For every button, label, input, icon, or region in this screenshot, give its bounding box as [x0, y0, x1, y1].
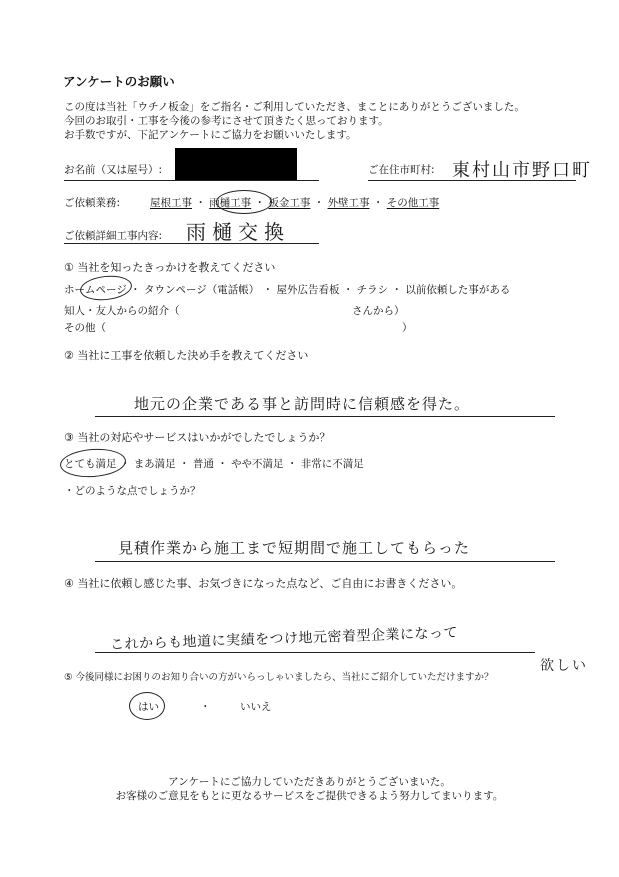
q3-answer-line: [95, 561, 555, 562]
q3-followup: ・どのような点でしょうか？: [64, 485, 201, 497]
q5-separator: ・: [200, 701, 211, 713]
thanks-line-2: お客様のご意見をもとに更なるサービスをご提供できるよう努力してまいります。: [115, 790, 504, 802]
homepage-circle-mark: [79, 273, 133, 302]
address-underline: [368, 180, 576, 181]
q4-answer-line: [95, 652, 535, 653]
service-other: その他工事: [386, 197, 440, 209]
service-exterior-wall: 外壁工事: [327, 197, 370, 209]
detail-label: ご依頼詳細工事内容:: [64, 230, 163, 242]
intro-line-3: お手数ですが、下記アンケートにご協力をお願いいたします。: [64, 129, 357, 141]
q1-other-suffix: ）: [402, 322, 413, 334]
q1-referral-suffix: さんから）: [352, 305, 405, 317]
q1-label: ① 当社を知ったきっかけを教えてください: [64, 261, 276, 274]
address-label: ご在住市町村:: [368, 164, 435, 176]
q3-options: とても満足 ・ まあ満足 ・ 普通 ・ やや不満足 ・ 非常に不満足: [64, 458, 364, 470]
page-title: アンケートのお願い: [63, 74, 175, 89]
service-options: 屋根工事 ・ 雨樋工事 ・ 板金工事 ・ 外壁工事 ・ その他工事: [150, 197, 440, 209]
q5-no: いいえ: [240, 701, 272, 713]
q3-label: ③ 当社の対応やサービスはいかがでしたでしょうか？: [64, 431, 331, 444]
q1-option-billboard: 屋外広告看板: [276, 284, 340, 296]
intro-line-2: 今回のお取引・工事を今後の参考にさせて頂きたく思っております。: [64, 115, 389, 127]
q3-option-very-dissatisfied: 非常に不満足: [300, 458, 364, 470]
q3-option-very-satisfied: とても満足: [64, 458, 117, 470]
thanks-line-1: アンケートにご協力していただきありがとうございまいた。: [168, 776, 451, 788]
q1-referral-prefix: 知人・友人からの紹介（: [64, 305, 180, 317]
q5-label: ⑤ 今後同様にお困りのお知り合いの方がいらっしゃいましたら、当社にご紹介していただけますか？: [64, 672, 494, 683]
address-value: 東村山市野口町: [452, 160, 592, 181]
q4-answer: これからも地道に実績をつけ地元密着型企業になって: [109, 624, 459, 654]
service-gutter: 雨樋工事: [209, 197, 252, 209]
q2-answer-line: [95, 416, 555, 417]
q2-label: ② 当社に工事を依頼した決め手を教えてください: [64, 349, 309, 362]
intro-line-1: この度は当社「ウチノ板金」をご指名・ご利用していただき、まことにありがとうございました。: [64, 101, 525, 113]
q3-option-dissatisfied: やや不満足: [231, 458, 284, 470]
q1-option-townpage: タウンページ（電話帳）: [143, 284, 260, 296]
q4-label: ④ 当社に依頼し感じた事、お気づきになった点など、ご自由にお書きください。: [64, 577, 463, 590]
gutter-circle-mark: [216, 190, 272, 214]
yes-circle-mark: [129, 692, 165, 720]
q5-yes: はい: [138, 701, 159, 713]
q3-answer: 見積作業から施工まで短期間で施工してもらった: [118, 539, 471, 557]
redacted-name: [175, 148, 297, 180]
name-label: お名前（又は屋号）:: [64, 164, 163, 176]
service-roof: 屋根工事: [150, 197, 192, 209]
q3-option-neutral: 普通: [192, 458, 214, 470]
q2-answer: 地元の企業である事と訪問時に信頼感を得た。: [134, 395, 471, 413]
detail-underline: [64, 243, 319, 244]
detail-value: 雨樋交換: [186, 220, 290, 244]
q1-option-flyer: チラシ: [356, 284, 389, 296]
q3-option-satisfied: まあ満足: [133, 458, 176, 470]
very-satisfied-circle-mark: [59, 447, 127, 480]
q1-other-prefix: その他（: [64, 322, 106, 334]
q1-option-previous: 以前依頼した事がある: [405, 284, 511, 296]
q1-option-homepage: ホームページ: [64, 284, 127, 296]
q1-options: ホームページ ・ タウンページ（電話帳） ・ 屋外広告看板 ・ チラシ ・ 以前依頼した事がある: [64, 284, 511, 296]
q4-answer-continued: 欲しい: [540, 658, 588, 674]
service-sheet-metal: 板金工事: [268, 197, 311, 209]
service-label: ご依頼業務:: [64, 197, 121, 209]
name-underline: [64, 180, 319, 181]
